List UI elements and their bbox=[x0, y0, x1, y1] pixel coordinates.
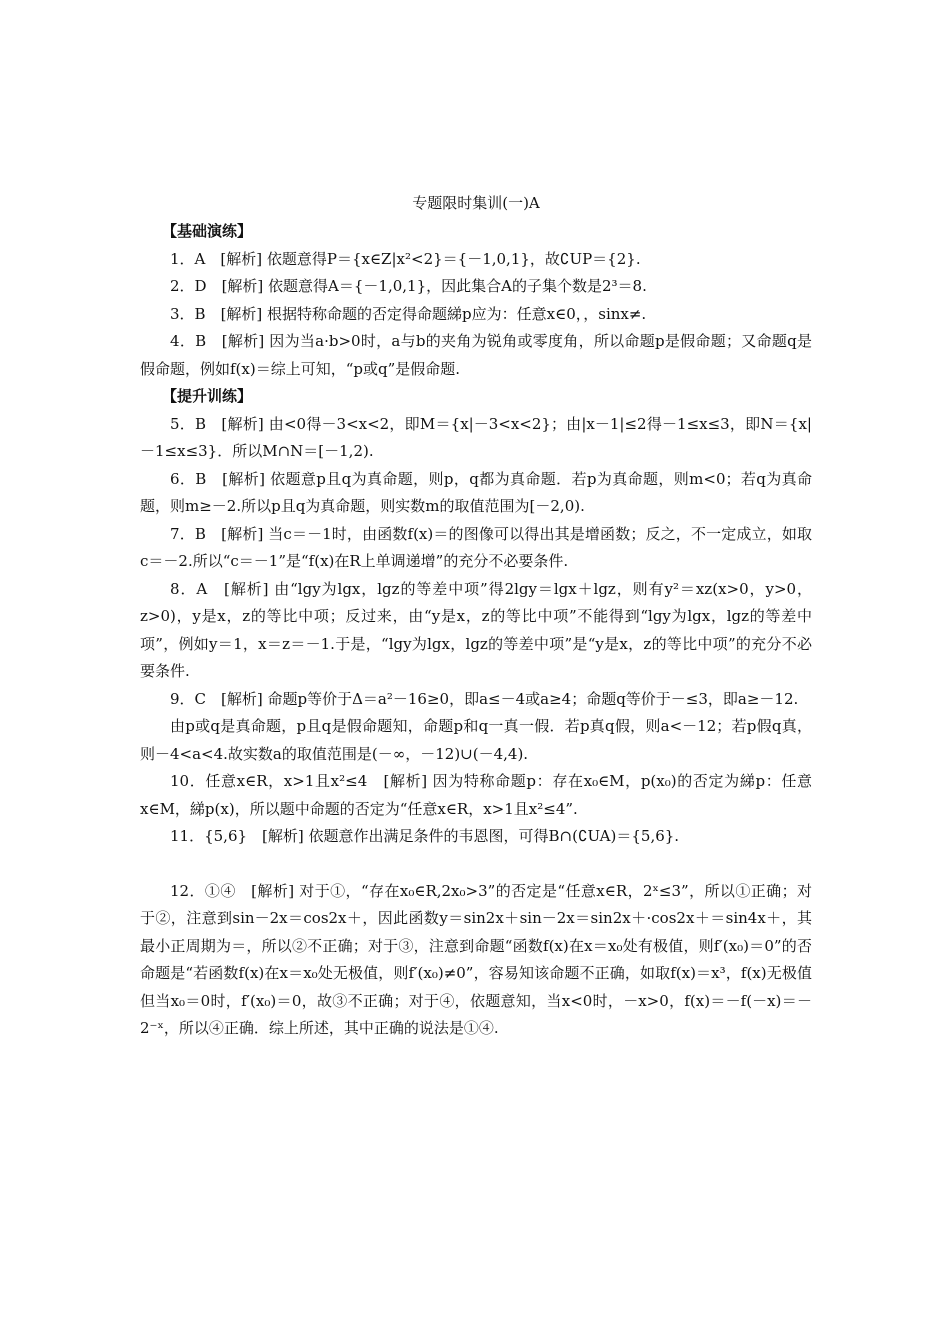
answer-item: 1．A [解析] 依题意得P＝{x∈Z|x²<2}＝{－1,0,1}，故∁UP＝{2}. bbox=[170, 249, 641, 268]
section-heading-basic: 【基础演练】 bbox=[162, 222, 253, 240]
page-title: 专题限时集训(一)A bbox=[412, 194, 540, 212]
answer-item: 6．B [解析] 依题意p且q为真命题，则p，q都为真命题．若p为真命题，则m<0；若q为真命题，则m≥－2.所以p且q为真命题，则实数m的取值范围为[－2,0). bbox=[140, 469, 812, 515]
answer-item: 9．C [解析] 命题p等价于Δ＝a²－16≥0，即a≤－4或a≥4；命题q等价于－≤3，即a≥－12. bbox=[170, 689, 799, 708]
answer-continuation: 由p或q是真命题，p且q是假命题知，命题p和q一真一假．若p真q假，则a<－12；若p假q真，则－4<a<4.故实数a的取值范围是(－∞，－12)∪(－4,4). bbox=[140, 717, 812, 763]
answer-item: 11．{5,6} [解析] 依题意作出满足条件的韦恩图，可得B∩(∁UA)＝{5,6}. bbox=[170, 827, 680, 845]
document-body bbox=[140, 218, 812, 1043]
answer-item: 10．任意x∈R，x>1且x²≤4 [解析] 因为特称命题p：存在x₀∈M，p(x₀)的否定为綈p：任意x∈M，綈p(x)，所以题中命题的否定为“任意x∈R，x>1且x²≤4”. bbox=[140, 772, 812, 818]
section-heading-advanced: 【提升训练】 bbox=[162, 387, 253, 405]
answer-item: 4．B [解析] 因为当a·b>0时，a与b的夹角为锐角或零度角，所以命题p是假命题；又命题q是假命题，例如f(x)＝综上可知，“p或q”是假命题. bbox=[140, 332, 812, 378]
blank-spacer bbox=[140, 851, 812, 878]
document-page bbox=[140, 0, 812, 1344]
answer-item: 5．B [解析] 由<0得－3<x<2，即M＝{x|－3<x<2}；由|x－1|≤2得－1≤x≤3，即N＝{x|－1≤x≤3}．所以M∩N＝[－1,2). bbox=[140, 414, 812, 460]
answer-item: 2．D [解析] 依题意得A＝{－1,0,1}，因此集合A的子集个数是2³＝8. bbox=[170, 277, 647, 295]
answer-item: 3．B [解析] 根据特称命题的否定得命题綈p应为：任意x∈0，，sinx≠. bbox=[170, 304, 647, 323]
answer-item: 8．A [解析] 由“lgy为lgx，lgz的等差中项”得2lgy＝lgx＋lgz，则有y²＝xz(x>0，y>0，z>0)，y是x，z的等比中项；反过来，由“y是x，z的等比中项”不能得到“lgy为lgx，lgz的等差中项”，例如y＝1，x＝z＝－1.于是，“lgy为lgx，lgz的等差中项”是“y是x，z的等比中项”的充分不必要条件. bbox=[140, 579, 812, 680]
answer-item: 7．B [解析] 当c＝－1时，由函数f(x)＝的图像可以得出其是增函数；反之，不一定成立，如取c＝－2.所以“c＝－1”是“f(x)在R上单调递增”的充分不必要条件. bbox=[140, 524, 812, 570]
answer-item-final: 12．①④ [解析] 对于①，“存在x₀∈R,2x₀>3”的否定是“任意x∈R，2ˣ≤3”，所以①正确；对于②，注意到sin－2x＝cos2x＋，因此函数y＝sin2x＋sin－2x＝sin2x＋·cos2x＋＝sin4x＋，其最小正周期为＝，所以②不正确；对于③，注意到命题“函数f(x)在x＝x₀处有极值，则f′(x₀)＝0”的否命题是“若函数f(x)在x＝x₀处无极值，则f′(x₀)≠0”，容易知该命题不正确，如取f(x)＝x³，f(x)无极值但当x₀＝0时，f′(x₀)＝0，故③不正确；对于④，依题意知，当x<0时，－x>0，f(x)＝－f(－x)＝－2⁻ˣ，所以④正确．综上所述，其中正确的说法是①④. bbox=[140, 881, 812, 1037]
